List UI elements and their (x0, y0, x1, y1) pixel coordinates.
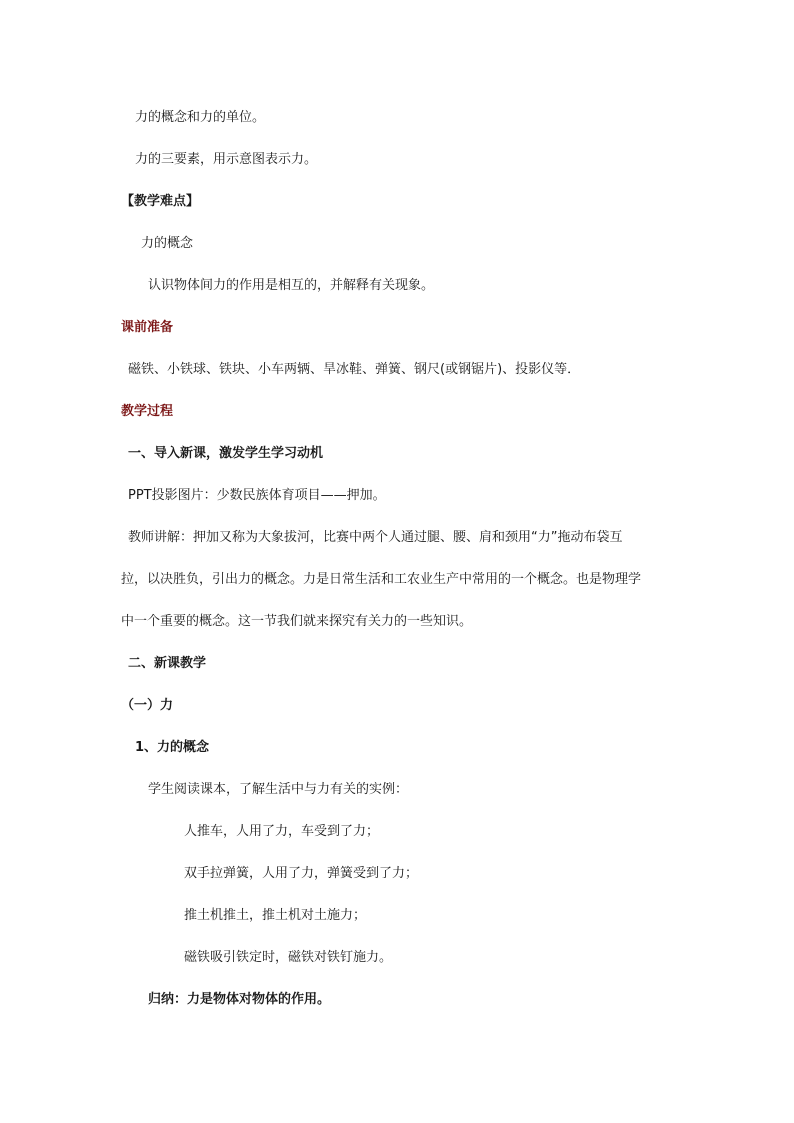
ppt-line: PPT投影图片：少数民族体育项目——押加。 (128, 488, 386, 503)
preparation-heading: 课前准备 (121, 320, 174, 335)
example-item: 人推车，人用了力，车受到了力； (184, 824, 380, 839)
teacher-explanation-line-3: 中一个重要的概念。这一节我们就来探究有关力的一些知识。 (121, 614, 473, 629)
subsection-title: （一）力 (121, 698, 174, 713)
point-1-title: 1、力的概念 (135, 740, 210, 755)
preparation-text: 磁铁、小铁球、铁块、小车两辆、旱冰鞋、弹簧、钢尺(或钢锯片)、投影仪等． (128, 362, 581, 377)
difficulties-heading: 【教学难点】 (121, 194, 200, 209)
key-point-2: 力的三要素，用示意图表示力。 (135, 152, 318, 167)
difficulty-2: 认识物体间力的作用是相互的，并解释有关现象。 (148, 278, 435, 293)
section-1-title: 一、导入新课，激发学生学习动机 (128, 446, 324, 461)
difficulty-1: 力的概念 (141, 236, 194, 251)
teacher-explanation-line-2: 拉，以决胜负，引出力的概念。力是日常生活和工农业生产中常用的一个概念。也是物理学 (121, 572, 642, 587)
teacher-explanation-line-1: 教师讲解：押加又称为大象拔河，比赛中两个人通过腿、腰、肩和颈用“力”拖动布袋互 (128, 530, 623, 545)
point-1-intro: 学生阅读课本，了解生活中与力有关的实例： (148, 782, 409, 797)
summary-line: 归纳：力是物体对物体的作用。 (148, 992, 331, 1007)
process-heading: 教学过程 (121, 404, 174, 419)
example-item: 磁铁吸引铁定时，磁铁对铁钉施力。 (184, 950, 393, 965)
example-item: 双手拉弹簧，人用了力，弹簧受到了力； (184, 866, 419, 881)
example-item: 推土机推土，推土机对土施力； (184, 908, 367, 923)
key-point-1: 力的概念和力的单位。 (135, 110, 266, 125)
section-2-title: 二、新课教学 (128, 656, 207, 671)
